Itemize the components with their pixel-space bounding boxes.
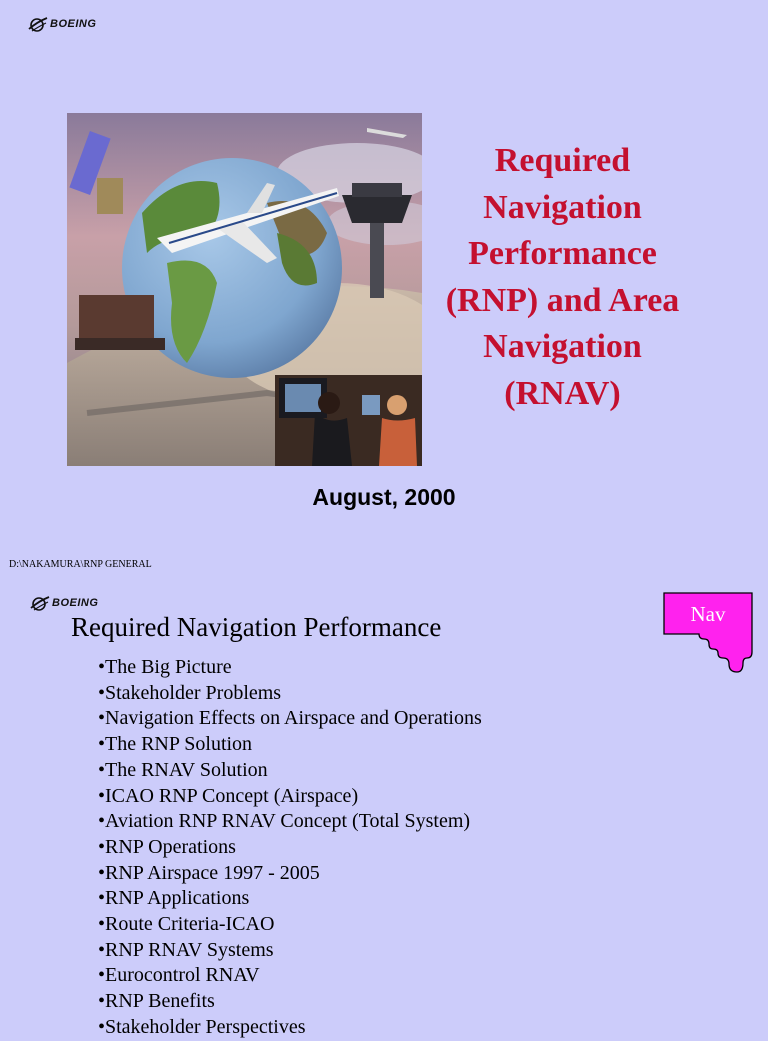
title-line: Required bbox=[494, 142, 631, 179]
boeing-logo bbox=[28, 14, 96, 34]
boeing-wordmark: BOEING bbox=[52, 597, 99, 609]
title-line: (RNP) and Area bbox=[445, 281, 680, 319]
list-item: •ICAO RNP Concept (Airspace) bbox=[98, 784, 359, 807]
list-item: •RNP Airspace 1997 - 2005 bbox=[98, 861, 320, 884]
list-item: •Aviation RNP RNAV Concept (Total System) bbox=[98, 810, 471, 833]
topic-list bbox=[98, 655, 482, 1041]
section-title: Required Navigation Performance bbox=[71, 612, 442, 642]
list-item: •The RNP Solution bbox=[98, 733, 253, 756]
file-path: D:\NAKAMURA\RNP GENERAL bbox=[9, 559, 152, 570]
list-item: •The Big Picture bbox=[98, 656, 232, 678]
title-line: Navigation bbox=[483, 328, 642, 365]
slide-date: August, 2000 bbox=[312, 484, 456, 510]
title-line: Performance bbox=[468, 235, 657, 272]
list-item: •Stakeholder Perspectives bbox=[98, 1015, 306, 1038]
list-item: •Route Criteria-ICAO bbox=[98, 913, 275, 936]
slide-title bbox=[425, 138, 700, 417]
nav-button-label[interactable]: Nav bbox=[690, 602, 726, 626]
list-item: •RNP RNAV Systems bbox=[98, 938, 274, 961]
list-item: •Stakeholder Problems bbox=[98, 681, 282, 704]
boeing-logo-icon bbox=[28, 14, 48, 34]
list-item: •The RNAV Solution bbox=[98, 758, 268, 781]
nav-button[interactable] bbox=[663, 592, 753, 674]
boeing-logo bbox=[30, 593, 98, 613]
list-item: •RNP Applications bbox=[98, 887, 250, 910]
list-item: •RNP Operations bbox=[98, 835, 236, 858]
title-line: (RNAV) bbox=[504, 374, 621, 412]
list-item: •Navigation Effects on Airspace and Operations bbox=[98, 707, 482, 730]
boeing-logo-icon bbox=[30, 593, 50, 613]
boeing-wordmark: BOEING bbox=[50, 18, 97, 30]
list-item: •Eurocontrol RNAV bbox=[98, 964, 260, 987]
list-item: •RNP Benefits bbox=[98, 990, 215, 1013]
aviation-collage-image bbox=[67, 113, 422, 466]
title-line: Navigation bbox=[483, 188, 642, 226]
